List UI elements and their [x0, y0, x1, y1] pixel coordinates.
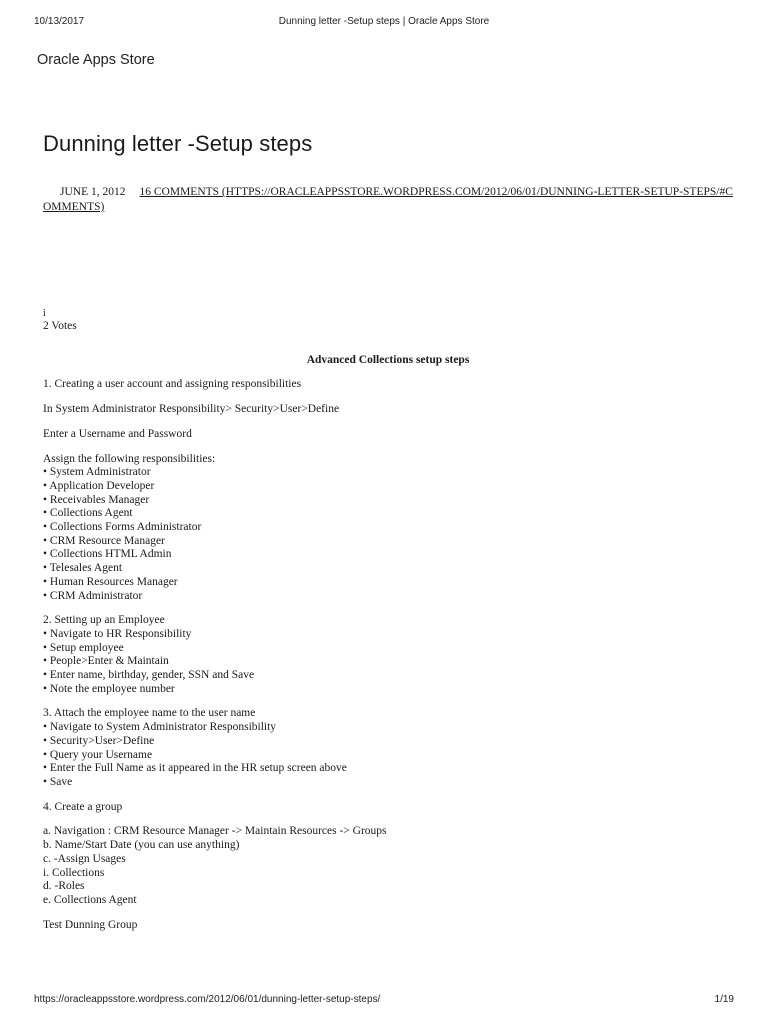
list-item: • Save — [43, 775, 73, 788]
section-title: Advanced Collections setup steps — [306, 353, 470, 366]
step1-path: In System Administrator Responsibility> Security>User>Define — [43, 403, 340, 416]
comments-link[interactable]: 16 COMMENTS (HTTPS://ORACLEAPPSSTORE.WORDPRESS.COM/2012/06/01/DUNNING-LETTER-SETUP-STEPS/#COMMENTS) — [43, 186, 733, 213]
print-url: https://oracleappsstore.wordpress.com/2012/06/01/dunning-letter-setup-steps/ — [34, 994, 381, 1005]
step2-title: 2. Setting up an Employee — [43, 614, 165, 627]
post-content — [43, 308, 733, 943]
list-item: • Query your Username — [43, 748, 153, 761]
rating-widget[interactable] — [43, 308, 733, 334]
post-date: JUNE 1, 2012 — [60, 186, 126, 198]
list-item: • Telesales Agent — [43, 562, 123, 575]
post-title: Dunning letter -Setup steps — [43, 131, 313, 156]
step1-enter: Enter a Username and Password — [43, 427, 192, 440]
step4-title: 4. Create a group — [43, 800, 123, 813]
list-item: • Setup employee — [43, 641, 124, 654]
step1-title: 1. Creating a user account and assigning responsibilities — [43, 378, 302, 391]
print-page-title: Dunning letter -Setup steps | Oracle Apps Store — [278, 16, 490, 27]
step3-block — [43, 707, 733, 789]
list-item: • Receivables Manager — [43, 493, 150, 506]
list-item: • Human Resources Manager — [43, 575, 178, 588]
list-item: e. Collections Agent — [43, 893, 137, 906]
list-item: b. Name/Start Date (you can use anything) — [43, 839, 240, 852]
list-item: • Navigate to HR Responsibility — [43, 627, 192, 640]
list-item: • CRM Administrator — [43, 589, 143, 602]
list-item: • People>Enter & Maintain — [43, 655, 169, 668]
list-item: i. Collections — [43, 866, 105, 879]
list-item: • Application Developer — [43, 479, 155, 492]
vote-count: 2 Votes — [43, 320, 77, 332]
list-item: • Enter the Full Name as it appeared in the HR setup screen above — [43, 762, 347, 775]
step4-block — [43, 825, 733, 907]
list-item: • Note the employee number — [43, 682, 175, 695]
list-item: • System Administrator — [43, 466, 151, 479]
list-item: • Collections Forms Administrator — [43, 521, 202, 534]
list-item: • Collections HTML Admin — [43, 548, 172, 561]
rating-icon: i — [43, 308, 46, 319]
responsibilities-list — [43, 453, 733, 604]
list-item: • Navigate to System Administrator Responsibility — [43, 721, 277, 734]
site-name-link[interactable]: Oracle Apps Store — [37, 52, 155, 68]
list-item: c. -Assign Usages — [43, 852, 126, 865]
print-date: 10/13/2017 — [34, 16, 85, 27]
list-item: • CRM Resource Manager — [43, 534, 165, 547]
step3-title: 3. Attach the employee name to the user name — [43, 707, 256, 720]
page-number: 1/19 — [714, 994, 734, 1005]
print-header — [0, 16, 768, 32]
list-item: d. -Roles — [43, 880, 85, 893]
list-item: • Enter name, birthday, gender, SSN and Save — [43, 669, 255, 682]
step2-block — [43, 614, 733, 696]
print-footer — [0, 994, 768, 1010]
list-item: • Collections Agent — [43, 507, 133, 520]
group-name: Test Dunning Group — [43, 918, 138, 931]
list-item: a. Navigation : CRM Resource Manager -> Maintain Resources -> Groups — [43, 825, 387, 838]
post-meta — [43, 185, 733, 215]
list-item: • Security>User>Define — [43, 734, 155, 747]
step1-assign: Assign the following responsibilities: — [43, 452, 216, 465]
